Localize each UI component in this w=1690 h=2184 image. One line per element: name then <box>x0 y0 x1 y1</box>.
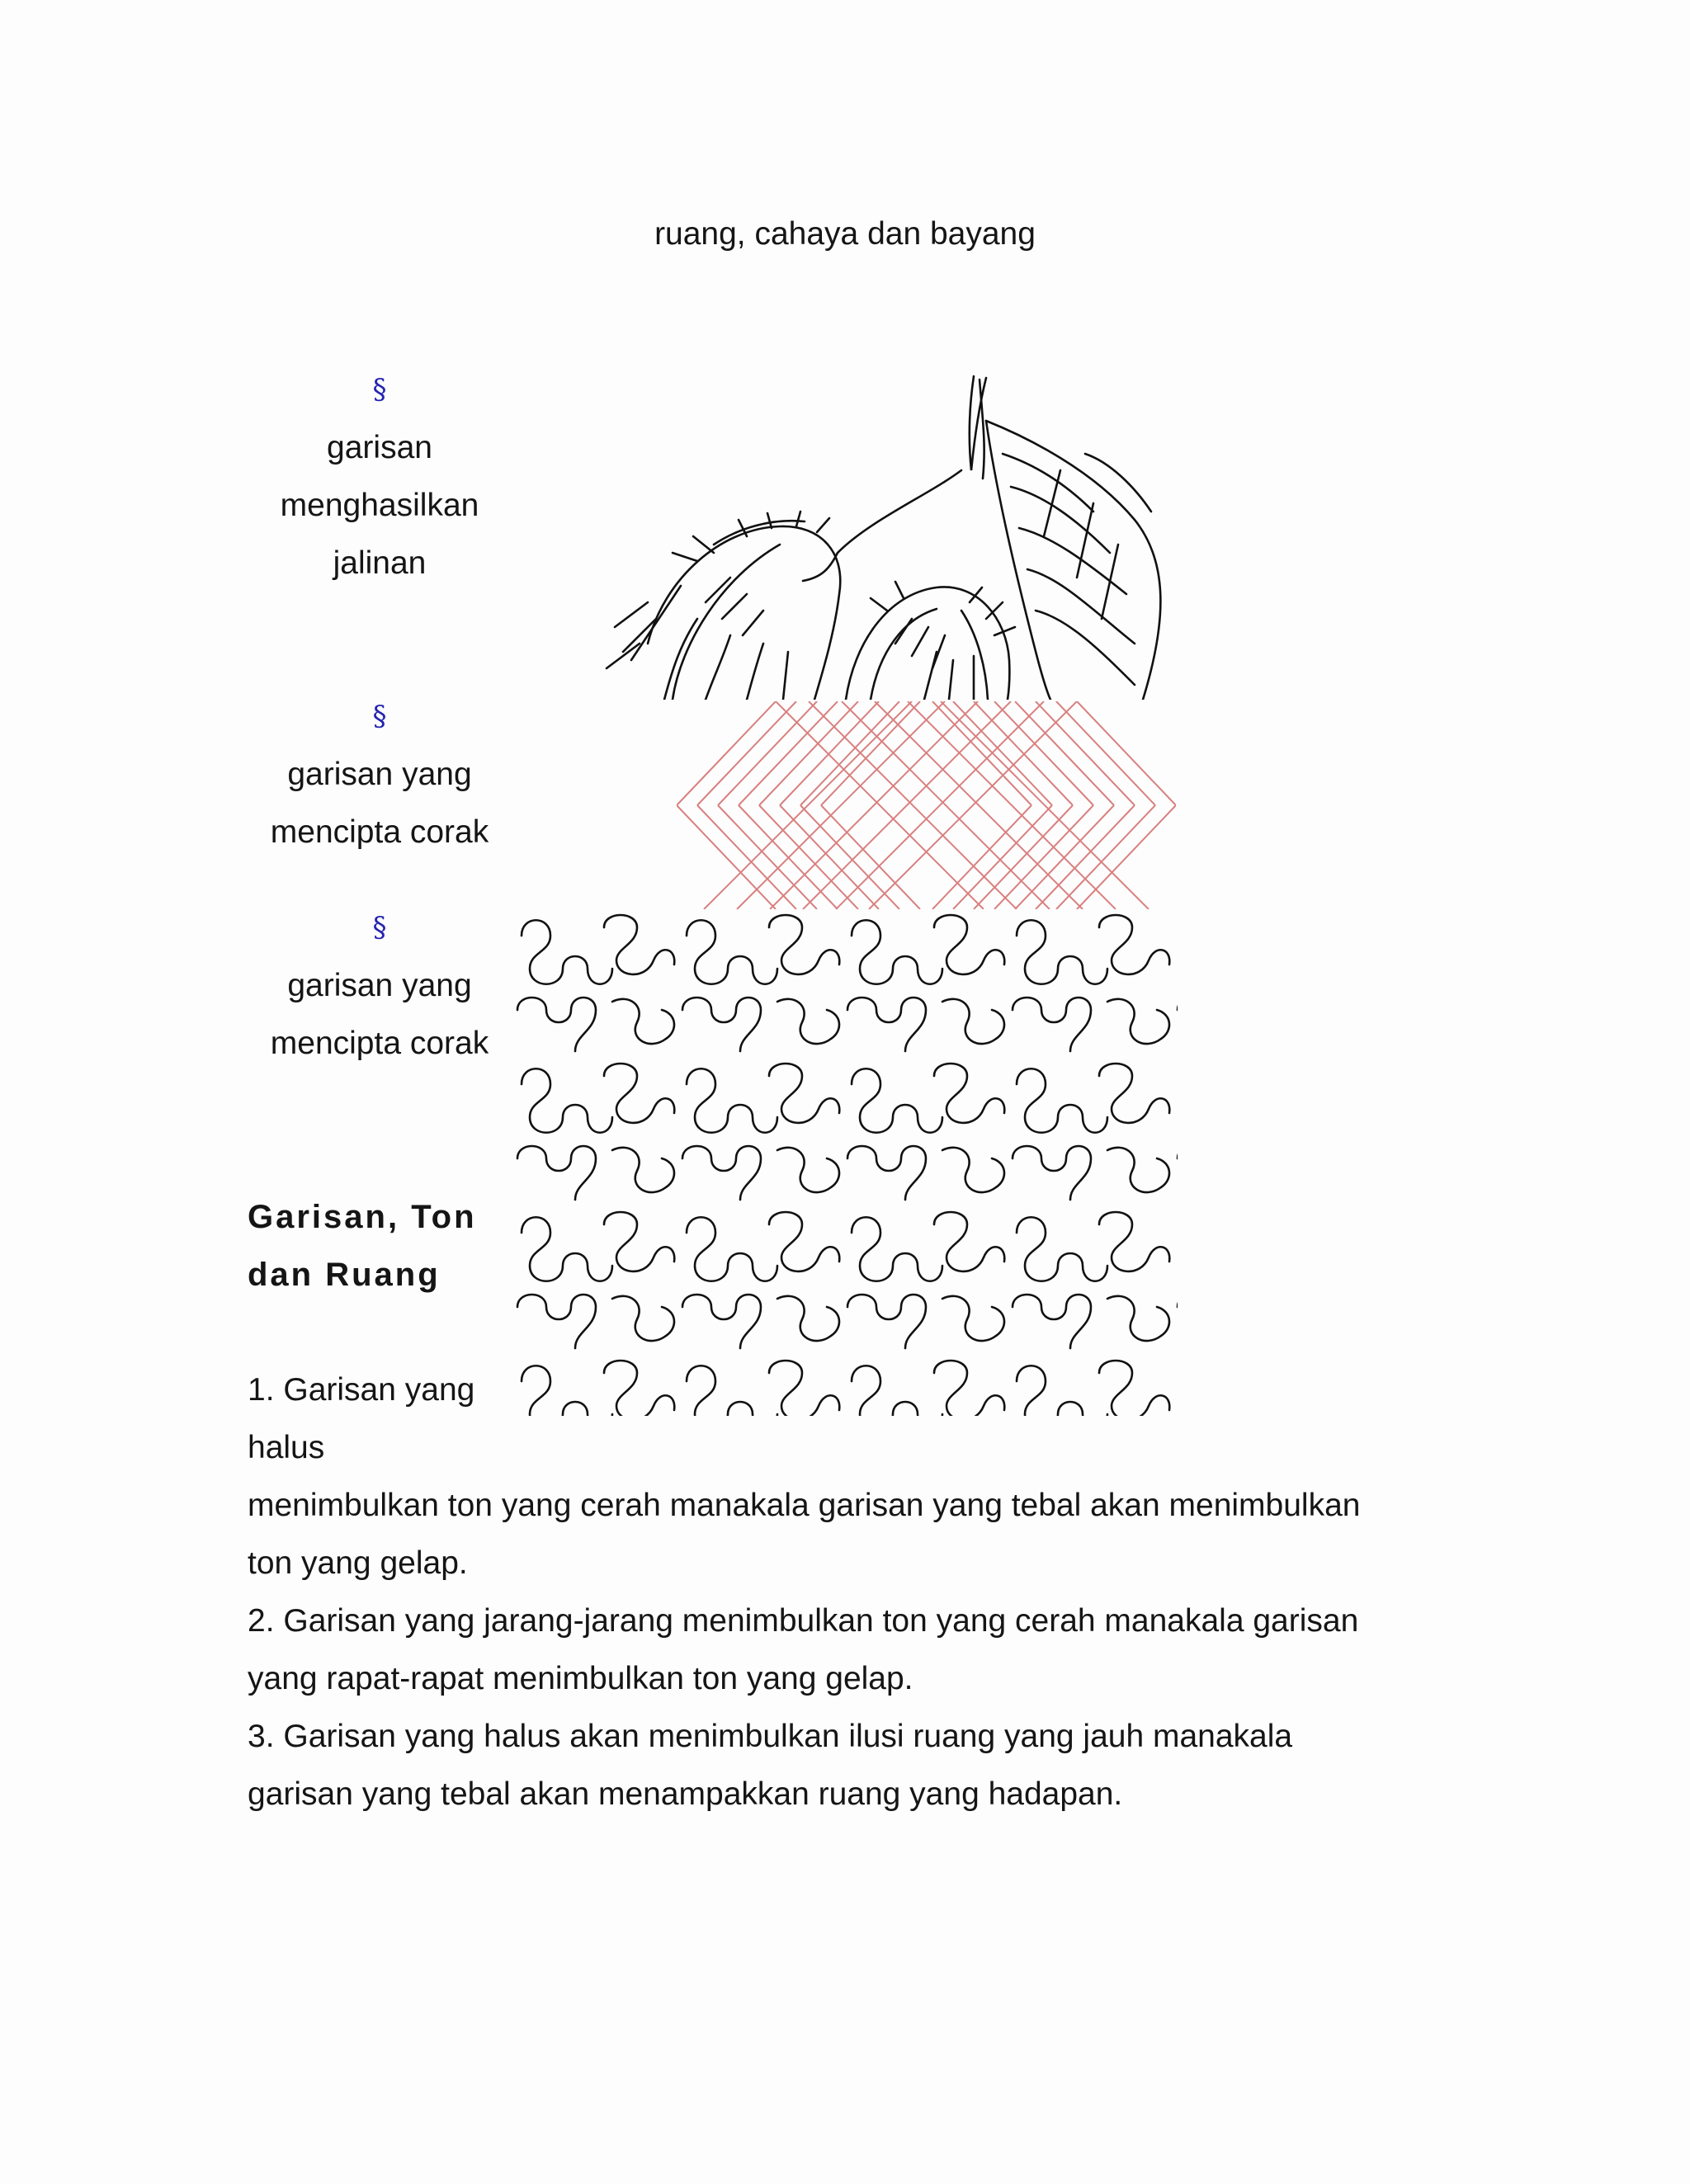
paragraph-line: 2. Garisan yang jarang-jarang menimbulkan ton yang cerah manakala garisan <box>248 1603 1359 1639</box>
caption-corak-2 <box>248 957 512 1073</box>
caption-line: jalinan <box>333 545 427 581</box>
squiggle-pattern <box>513 911 1178 1416</box>
paragraph-line: menimbulkan ton yang cerah manakala garisan yang tebal akan menimbulkan <box>248 1488 1361 1523</box>
paragraph-item-3 <box>248 1708 1292 1823</box>
heading-line: dan Ruang <box>248 1257 441 1293</box>
paragraph-item-2 <box>248 1592 1358 1708</box>
paragraph-line: yang rapat-rapat menimbulkan ton yang gelap. <box>248 1661 913 1696</box>
paragraph-line: ton yang gelap. <box>248 1545 468 1581</box>
caption-line: garisan <box>327 430 432 465</box>
lattice-pattern <box>677 701 1176 909</box>
section-bullet-icon: § <box>372 373 387 406</box>
caption-jalinan <box>248 419 512 592</box>
section-bullet-icon: § <box>372 911 387 944</box>
paragraph-line: halus <box>248 1430 325 1465</box>
caption-line: garisan yang <box>287 757 472 792</box>
caption-line: mencipta corak <box>270 814 489 850</box>
paragraph-line: 3. Garisan yang halus akan menimbulkan ilusi ruang yang jauh manakala <box>248 1719 1293 1754</box>
paragraph-line: garisan yang tebal akan menampakkan ruang yang hadapan. <box>248 1776 1123 1812</box>
heading-line: Garisan, Ton <box>248 1199 477 1235</box>
caption-line: mencipta corak <box>270 1026 489 1061</box>
caption-line: menghasilkan <box>280 488 479 523</box>
caption-corak-1 <box>248 746 512 861</box>
section-heading <box>248 1188 477 1304</box>
section-bullet-icon: § <box>372 700 387 733</box>
caption-line: garisan yang <box>287 968 472 1003</box>
page-title: ruang, cahaya dan bayang <box>654 216 1036 252</box>
sketch-illustration <box>598 371 1176 700</box>
paragraph-item-1 <box>248 1361 1360 1592</box>
paragraph-line: 1. Garisan yang <box>248 1372 475 1408</box>
